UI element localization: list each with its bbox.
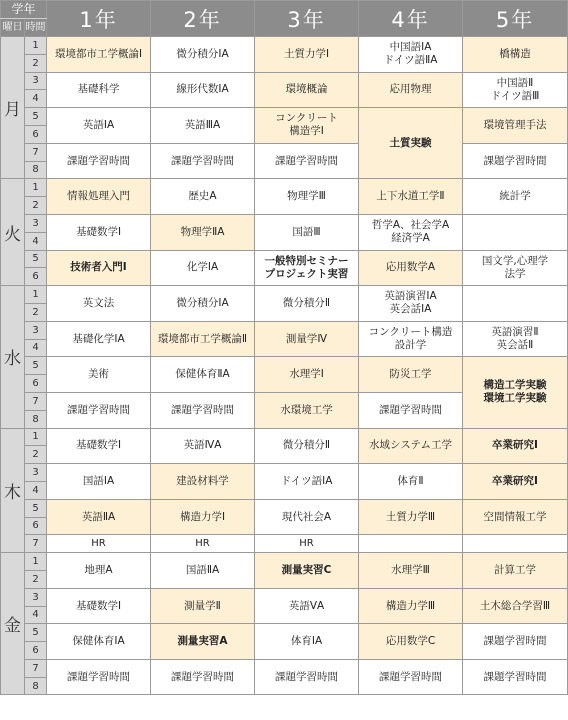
class-cell: 応用数学A bbox=[359, 250, 463, 286]
class-cell: 土木総合学習Ⅲ bbox=[463, 588, 568, 624]
class-cell: 中国語ⅠA ドイツ語ⅡA bbox=[359, 37, 463, 73]
class-cell: 応用数学C bbox=[359, 624, 463, 660]
period-label: 4 bbox=[25, 606, 47, 624]
class-cell: 体育ⅠA bbox=[255, 624, 359, 660]
period-label: 2 bbox=[25, 54, 47, 72]
class-cell: 情報処理入門 bbox=[47, 179, 151, 215]
class-cell: 線形代数ⅠA bbox=[151, 72, 255, 108]
class-cell: 環境都市工学概論Ⅱ bbox=[151, 321, 255, 357]
class-cell: 防災工学 bbox=[359, 357, 463, 393]
period-label: 2 bbox=[25, 303, 47, 321]
class-cell: 課題学習時間 bbox=[151, 659, 255, 695]
hr-cell: HR bbox=[47, 535, 151, 553]
class-cell: 課題学習時間 bbox=[255, 659, 359, 695]
class-cell: 英語ⅠA bbox=[47, 108, 151, 144]
class-cell: 水理学Ⅲ bbox=[359, 553, 463, 589]
period-label: 8 bbox=[25, 161, 47, 179]
grade-header-3: 3年 bbox=[255, 1, 359, 37]
class-cell: 測量学Ⅱ bbox=[151, 588, 255, 624]
day-label-thu: 木 bbox=[1, 428, 25, 553]
period-label: 6 bbox=[25, 642, 47, 660]
class-cell: 課題学習時間 bbox=[47, 659, 151, 695]
class-cell: 微分積分ⅠA bbox=[151, 286, 255, 322]
class-cell: 英語ⅢA bbox=[151, 108, 255, 144]
empty-cell bbox=[463, 286, 568, 322]
day-label-tue: 火 bbox=[1, 179, 25, 286]
class-cell: 中国語Ⅱ ドイツ語Ⅲ bbox=[463, 72, 568, 108]
class-cell: 測量実習A bbox=[151, 624, 255, 660]
period-label: 1 bbox=[25, 286, 47, 304]
period-label: 4 bbox=[25, 481, 47, 499]
period-corner-label: 時間 bbox=[25, 19, 47, 37]
class-cell: 構造力学Ⅲ bbox=[359, 588, 463, 624]
period-label: 1 bbox=[25, 37, 47, 55]
grade-header-5: 5年 bbox=[463, 1, 568, 37]
class-cell: 美術 bbox=[47, 357, 151, 393]
class-cell: 基礎数学Ⅰ bbox=[47, 428, 151, 464]
grade-header-2: 2年 bbox=[151, 1, 255, 37]
class-cell: 課題学習時間 bbox=[47, 392, 151, 428]
period-label: 7 bbox=[25, 659, 47, 677]
period-label: 2 bbox=[25, 197, 47, 215]
period-label: 6 bbox=[25, 517, 47, 535]
period-label: 3 bbox=[25, 214, 47, 232]
class-cell: 英語ⅡA bbox=[47, 499, 151, 535]
class-cell: 構造力学Ⅰ bbox=[151, 499, 255, 535]
class-cell: 英語ⅤA bbox=[255, 588, 359, 624]
class-cell: 基礎数学Ⅰ bbox=[47, 214, 151, 250]
class-cell: 環境都市工学概論Ⅰ bbox=[47, 37, 151, 73]
class-cell: 水環境工学 bbox=[255, 392, 359, 428]
hr-cell: HR bbox=[255, 535, 359, 553]
class-cell: 環境概論 bbox=[255, 72, 359, 108]
class-cell: 英語ⅣA bbox=[151, 428, 255, 464]
class-cell: 土質力学Ⅲ bbox=[359, 499, 463, 535]
grade-header-4: 4年 bbox=[359, 1, 463, 37]
period-label: 5 bbox=[25, 357, 47, 375]
class-cell: 測量実習C bbox=[255, 553, 359, 589]
class-cell: 英語演習Ⅱ 英会話Ⅱ bbox=[463, 321, 568, 357]
day-label-mon: 月 bbox=[1, 37, 25, 179]
period-label: 3 bbox=[25, 464, 47, 482]
class-cell: 微分積分Ⅱ bbox=[255, 428, 359, 464]
class-cell: 課題学習時間 bbox=[463, 659, 568, 695]
class-cell: 水理学Ⅰ bbox=[255, 357, 359, 393]
empty-cell bbox=[463, 214, 568, 250]
period-label: 4 bbox=[25, 339, 47, 357]
class-cell: 土質力学Ⅰ bbox=[255, 37, 359, 73]
period-label: 8 bbox=[25, 677, 47, 695]
class-cell: 測量学Ⅳ bbox=[255, 321, 359, 357]
class-cell: 保健体育ⅠA bbox=[47, 624, 151, 660]
period-label: 7 bbox=[25, 535, 47, 553]
period-label: 5 bbox=[25, 499, 47, 517]
class-cell: コンクリート 構造学Ⅰ bbox=[255, 108, 359, 144]
period-label: 1 bbox=[25, 553, 47, 571]
class-cell: 基礎化学ⅠA bbox=[47, 321, 151, 357]
period-label: 3 bbox=[25, 588, 47, 606]
class-cell: 課題学習時間 bbox=[463, 624, 568, 660]
period-label: 6 bbox=[25, 375, 47, 393]
class-cell: 国語Ⅲ bbox=[255, 214, 359, 250]
period-label: 4 bbox=[25, 90, 47, 108]
class-cell: 計算工学 bbox=[463, 553, 568, 589]
class-cell: 構造工学実験 環境工学実験 bbox=[463, 357, 568, 428]
class-cell: 物理学ⅡA bbox=[151, 214, 255, 250]
class-cell: 上下水道工学Ⅱ bbox=[359, 179, 463, 215]
day-corner-label: 曜日 bbox=[1, 19, 25, 37]
empty-cell bbox=[463, 535, 568, 553]
period-label: 6 bbox=[25, 268, 47, 286]
hr-cell: HR bbox=[151, 535, 255, 553]
class-cell: 統計学 bbox=[463, 179, 568, 215]
class-cell: 卒業研究Ⅰ bbox=[463, 464, 568, 500]
period-label: 6 bbox=[25, 125, 47, 143]
class-cell: 英文法 bbox=[47, 286, 151, 322]
period-label: 7 bbox=[25, 392, 47, 410]
class-cell: 体育Ⅱ bbox=[359, 464, 463, 500]
class-cell: 課題学習時間 bbox=[151, 143, 255, 179]
class-cell: 空間情報工学 bbox=[463, 499, 568, 535]
class-cell: 一般特別セミナー プロジェクト実習 bbox=[255, 250, 359, 286]
class-cell: 技術者入門Ⅰ bbox=[47, 250, 151, 286]
class-cell: 国語ⅡA bbox=[151, 553, 255, 589]
period-label: 3 bbox=[25, 72, 47, 90]
class-cell: 保健体育ⅡA bbox=[151, 357, 255, 393]
period-label: 7 bbox=[25, 143, 47, 161]
class-cell: 環境管理手法 bbox=[463, 108, 568, 144]
period-label: 3 bbox=[25, 321, 47, 339]
grade-header-1: 1年 bbox=[47, 1, 151, 37]
class-cell: 課題学習時間 bbox=[47, 143, 151, 179]
period-label: 5 bbox=[25, 250, 47, 268]
class-cell: コンクリート構造 設計学 bbox=[359, 321, 463, 357]
class-cell: 課題学習時間 bbox=[151, 392, 255, 428]
class-cell: 歴史A bbox=[151, 179, 255, 215]
period-label: 2 bbox=[25, 446, 47, 464]
class-cell: 卒業研究Ⅰ bbox=[463, 428, 568, 464]
class-cell: 基礎数学Ⅰ bbox=[47, 588, 151, 624]
period-label: 2 bbox=[25, 570, 47, 588]
day-label-fri: 金 bbox=[1, 553, 25, 695]
class-cell: 現代社会A bbox=[255, 499, 359, 535]
grade-corner-label: 学年 bbox=[1, 1, 47, 19]
class-cell: ドイツ語ⅠA bbox=[255, 464, 359, 500]
class-cell: 課題学習時間 bbox=[463, 143, 568, 179]
class-cell: 哲学A、社会学A 経済学A bbox=[359, 214, 463, 250]
period-label: 4 bbox=[25, 232, 47, 250]
class-cell: 土質実験 bbox=[359, 108, 463, 179]
class-cell: 建設材料学 bbox=[151, 464, 255, 500]
class-cell: 微分積分ⅠA bbox=[151, 37, 255, 73]
period-label: 5 bbox=[25, 108, 47, 126]
class-cell: 課題学習時間 bbox=[255, 143, 359, 179]
day-label-wed: 水 bbox=[1, 286, 25, 428]
period-label: 1 bbox=[25, 428, 47, 446]
class-cell: 課題学習時間 bbox=[359, 659, 463, 695]
period-label: 8 bbox=[25, 410, 47, 428]
empty-cell bbox=[359, 535, 463, 553]
class-cell: 物理学Ⅲ bbox=[255, 179, 359, 215]
class-cell: 課題学習時間 bbox=[359, 392, 463, 428]
class-cell: 基礎科学 bbox=[47, 72, 151, 108]
class-cell: 微分積分Ⅱ bbox=[255, 286, 359, 322]
class-cell: 国文学,心理学 法学 bbox=[463, 250, 568, 286]
class-cell: 英語演習ⅠA 英会話ⅠA bbox=[359, 286, 463, 322]
class-cell: 応用物理 bbox=[359, 72, 463, 108]
period-label: 1 bbox=[25, 179, 47, 197]
class-cell: 水域システム工学 bbox=[359, 428, 463, 464]
class-cell: 地理A bbox=[47, 553, 151, 589]
period-label: 5 bbox=[25, 624, 47, 642]
class-cell: 化学ⅠA bbox=[151, 250, 255, 286]
class-cell: 橋構造 bbox=[463, 37, 568, 73]
class-cell: 国語ⅠA bbox=[47, 464, 151, 500]
